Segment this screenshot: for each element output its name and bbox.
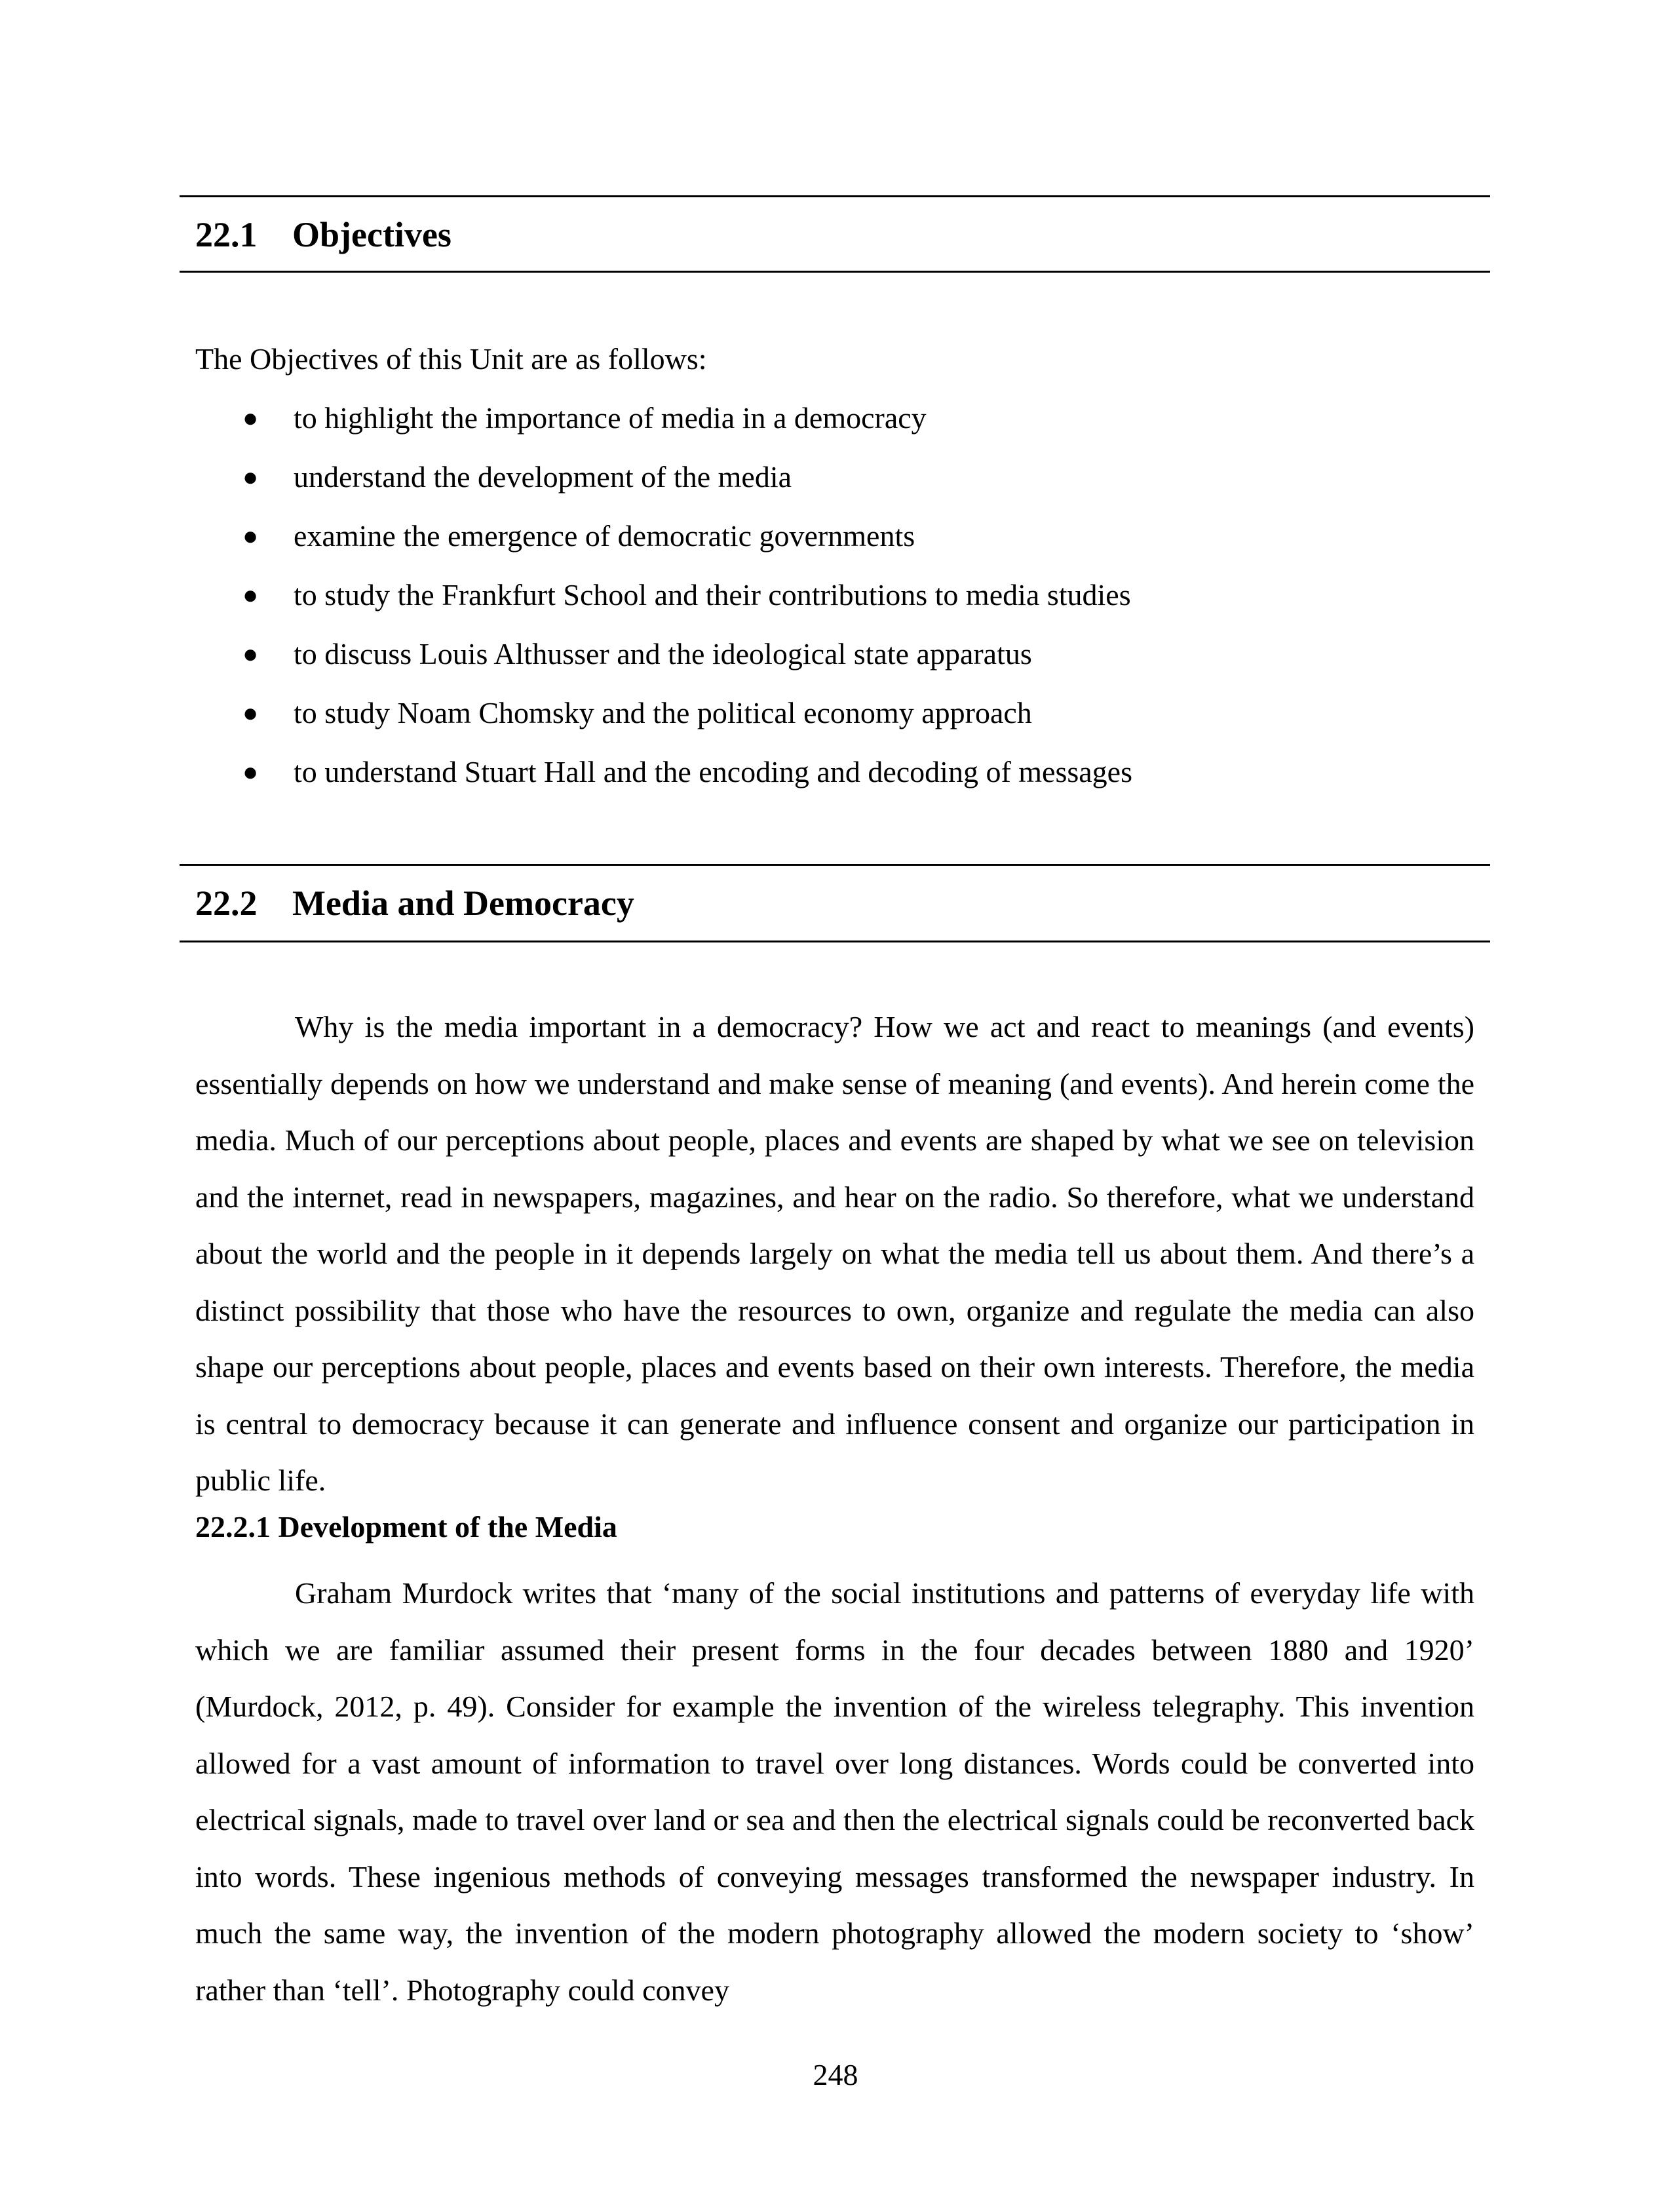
bullet-icon: ● bbox=[242, 580, 259, 610]
bullet-icon: ● bbox=[242, 403, 259, 433]
objectives-intro: The Objectives of this Unit are as follows: bbox=[195, 342, 707, 376]
list-item-text: to understand Stuart Hall and the encoding and decoding of messages bbox=[294, 755, 1133, 788]
page-number: 248 bbox=[813, 2058, 858, 2091]
section-number: 22.2 bbox=[195, 883, 258, 923]
list-item bbox=[195, 457, 1132, 516]
bullet-icon: ● bbox=[242, 521, 259, 551]
bullet-icon: ● bbox=[242, 698, 259, 728]
section-heading-media-democracy bbox=[195, 883, 634, 923]
list-item bbox=[195, 516, 1132, 575]
list-item-text: to study the Frankfurt School and their contributions to media studies bbox=[294, 578, 1131, 611]
objectives-list bbox=[195, 398, 1132, 811]
body-paragraph-media-democracy: Why is the media important in a democracy? How we act and react to meanings (and events) essentially depends on how we understand and make sense of meaning (and events). And herein come the media. Much of our perceptions about people, places and events are shaped by what we see on television and the internet, read in newspapers, magazines, and hear on the radio. So therefore, what we understand about the world and the people in it depends largely on what the media tell us about them. And there’s a distinct possibility that those who have the resources to own, organize and regulate the media can also shape our perceptions about people, places and events based on their own interests. Therefore, the media is central to democracy because it can generate and influence consent and organize our participation in public life. bbox=[195, 1010, 1474, 1497]
list-item bbox=[195, 693, 1132, 752]
list-item bbox=[195, 398, 1132, 457]
bullet-icon: ● bbox=[242, 639, 259, 669]
list-item-text: examine the emergence of democratic governments bbox=[294, 519, 915, 553]
bullet-icon: ● bbox=[242, 757, 259, 786]
section-title: Objectives bbox=[292, 215, 451, 254]
list-item-text: to study Noam Chomsky and the political economy approach bbox=[294, 696, 1032, 729]
body-paragraph-development: Graham Murdock writes that ‘many of the social institutions and patterns of everyday life with which we are familiar assumed their present forms in the four decades between 1880 and 1920’ (Murdock, 2012, p. 49). Consider for example the invention of the wireless telegraphy. This invention allowed for a vast amount of information to travel over long distances. Words could be converted into electrical signals, made to travel over land or sea and then the electrical signals could be reconverted back into words. These ingenious methods of conveying messages transformed the newspaper industry. In much the same way, the invention of the modern photography allowed the modern society to ‘show’ rather than ‘tell’. Photography could convey bbox=[195, 1576, 1474, 2007]
heading-rule-bottom bbox=[180, 271, 1490, 273]
heading-rule-top bbox=[180, 195, 1490, 197]
list-item bbox=[195, 634, 1132, 693]
subsection-heading: 22.2.1 Development of the Media bbox=[195, 1510, 617, 1543]
heading-rule-bottom bbox=[180, 941, 1490, 942]
list-item bbox=[195, 575, 1132, 634]
list-item-text: to discuss Louis Althusser and the ideological state apparatus bbox=[294, 637, 1032, 670]
section-heading-objectives bbox=[195, 215, 451, 254]
list-item-text: understand the development of the media bbox=[294, 460, 792, 494]
list-item bbox=[195, 752, 1132, 811]
heading-rule-top bbox=[180, 864, 1490, 866]
section-number: 22.1 bbox=[195, 215, 258, 254]
section-title: Media and Democracy bbox=[292, 883, 634, 923]
list-item-text: to highlight the importance of media in a democracy bbox=[294, 401, 927, 435]
bullet-icon: ● bbox=[242, 462, 259, 492]
